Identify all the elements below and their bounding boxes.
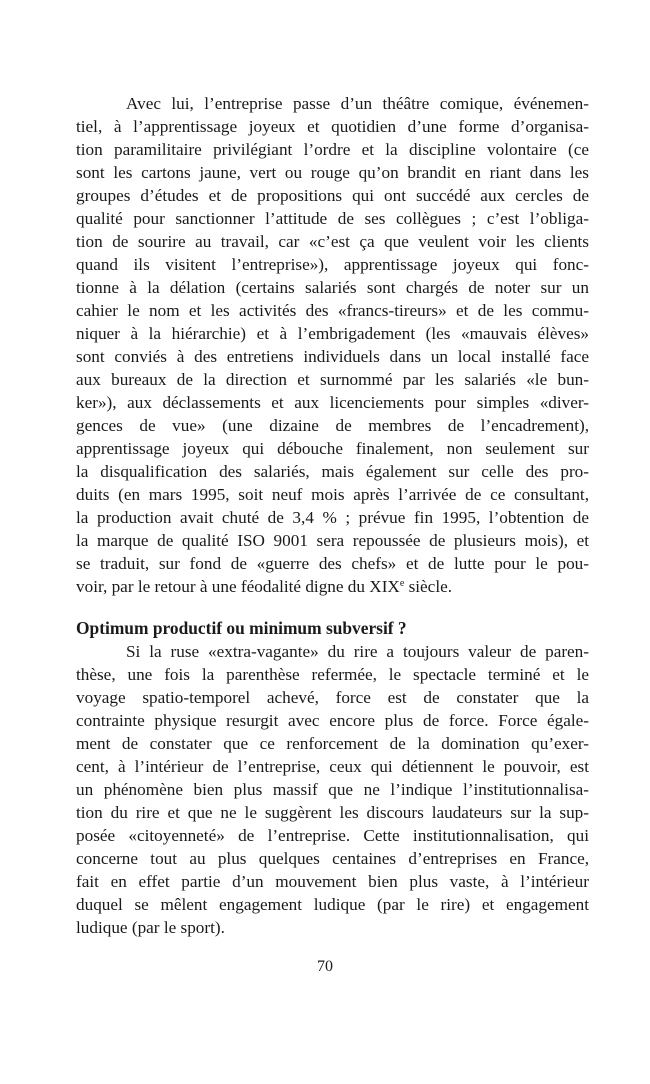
- text-fragment: siècle.: [404, 577, 453, 596]
- text-line: se traduit, sur fond de «guerre des chefs» et de lutte pour le pou-: [76, 554, 589, 573]
- text-line: apprentissage joyeux qui débouche finalement, non seulement sur: [76, 439, 589, 458]
- text-line: la production avait chuté de 3,4 % ; prévue fin 1995, l’obtention de: [76, 508, 589, 527]
- text-line: duits (en mars 1995, soit neuf mois après l’arrivée de ce consultant,: [76, 485, 589, 504]
- text-line: tion du rire et que ne le suggèrent les discours laudateurs sur la sup-: [76, 803, 589, 822]
- superscript: e: [399, 578, 405, 589]
- text-line-last: [76, 575, 589, 598]
- text-line: quand ils visitent l’entreprise»), apprentissage joyeux qui fonc-: [76, 255, 589, 274]
- text-line: Avec lui, l’entreprise passe d’un théâtre comique, événemen-: [126, 94, 589, 113]
- text-line: tiel, à l’apprentissage joyeux et quotidien d’une forme d’organisa-: [76, 117, 589, 136]
- text-line: contrainte physique resurgit avec encore plus de force. Force égale-: [76, 711, 589, 730]
- text-line: posée «citoyenneté» de l’entreprise. Cette institutionnalisation, qui: [76, 826, 589, 845]
- text-line: fait en effet partie d’un mouvement bien plus vaste, à l’intérieur: [76, 872, 589, 891]
- text-line: ment de constater que ce renforcement de la domination qu’exer-: [76, 734, 589, 753]
- text-line: sont les cartons jaune, vert ou rouge qu’on brandit en riant dans les: [76, 163, 589, 182]
- text-line: sont conviés à des entretiens individuels dans un local installé face: [76, 347, 589, 366]
- text-line-last: ludique (par le sport).: [76, 918, 225, 937]
- text-line: la marque de qualité ISO 9001 sera repoussée de plusieurs mois), et: [76, 531, 589, 550]
- text-line: Si la ruse «extra-vagante» du rire a toujours valeur de paren-: [126, 642, 589, 661]
- text-line: concerne tout au plus quelques centaines d’entreprises en France,: [76, 849, 589, 868]
- text-fragment: voir, par le retour à une féodalité digne du XIX: [76, 577, 400, 596]
- text-line: un phénomène bien plus massif que ne l’indique l’institutionnalisa-: [76, 780, 589, 799]
- text-line: duquel se mêlent engagement ludique (par le rire) et engagement: [76, 895, 589, 914]
- text-line: thèse, une fois la parenthèse refermée, le spectacle terminé et le: [76, 665, 589, 684]
- text-line: tion de sourire au travail, car «c’est ça que veulent voir les clients: [76, 232, 589, 251]
- text-line: ker»), aux déclassements et aux licenciements pour simples «diver-: [76, 393, 589, 412]
- section-heading: Optimum productif ou minimum subversif ?: [76, 618, 407, 638]
- text-line: tion paramilitaire privilégiant l’ordre et la discipline volontaire (ce: [76, 140, 589, 159]
- paragraph-1: [76, 92, 589, 598]
- page-body: [76, 92, 589, 939]
- text-line: cent, à l’intérieur de l’entreprise, ceux qui détiennent le pouvoir, est: [76, 757, 589, 776]
- text-line: la disqualification des salariés, mais également sur celle des pro-: [76, 462, 589, 481]
- text-line: groupes d’études et de propositions qui ont succédé aux cercles de: [76, 186, 589, 205]
- paragraph-2: [76, 640, 589, 939]
- text-line: gences de vue» (une dizaine de membres de l’encadrement),: [76, 416, 589, 435]
- page-number: 70: [317, 958, 333, 975]
- text-line: aux bureaux de la direction et surnommé par les salariés «le bun-: [76, 370, 589, 389]
- text-line: cahier le nom et les activités des «francs-tireurs» et de les commu-: [76, 301, 589, 320]
- text-line: niquer à la hiérarchie) et à l’embrigadement (les «mauvais élèves»: [76, 324, 589, 343]
- text-line: voyage spatio-temporel achevé, force est de constater que la: [76, 688, 589, 707]
- text-line: qualité pour sanctionner l’attitude de ses collègues ; c’est l’obliga-: [76, 209, 589, 228]
- text-line: tionne à la délation (certains salariés sont chargés de noter sur un: [76, 278, 589, 297]
